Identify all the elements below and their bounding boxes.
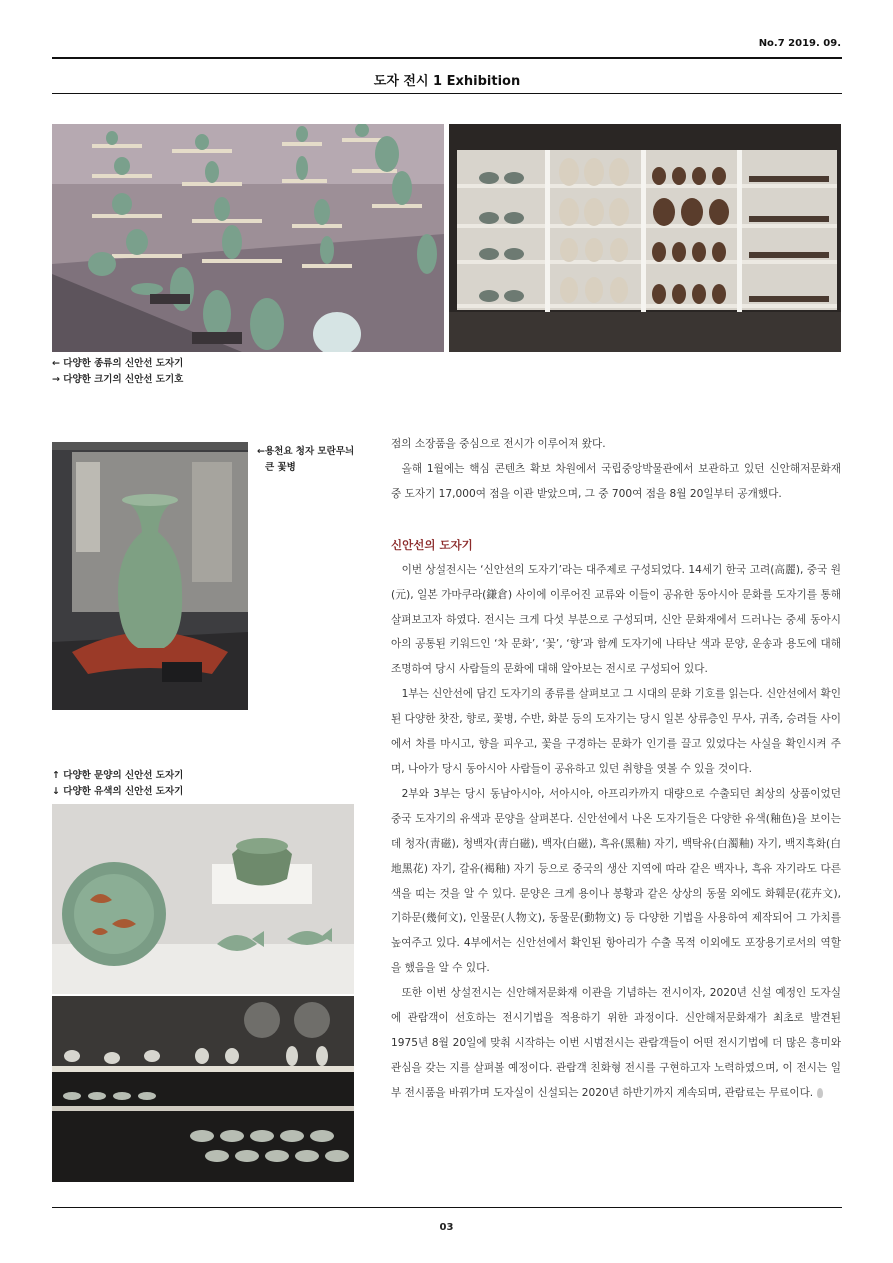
issue-label: No.7 2019. 09.	[758, 38, 841, 49]
caption-vase-2: 큰 꽃병	[265, 462, 296, 473]
article-paragraph: 1부는 신안선에 담긴 도자기의 종류를 살펴보고 그 시대의 문화 기호를 읽는다. 신안선에서 확인된 다양한 찻잔, 향로, 꽃병, 수반, 화분 등의 도자기는 당시 일본 상류층인 무사, 귀족, 승려들 사이에서 차를 마시고, 향을 피우고, 꽃을 구경하는 문화가 인기를 끌고 있었다는 사실을 확인시켜 주며, 나아가 당시 동아시아 사람들이 공유하고 있던 취향을 엿볼 수 있을 것이다.	[391, 688, 841, 775]
caption-mid-1: ↑ 다양한 문양의 신안선 도자기	[52, 770, 184, 781]
photo-patterned-celadon	[52, 804, 354, 994]
photo-glaze-varieties	[52, 996, 354, 1182]
article-paragraph: 또한 이번 상설전시는 신안해저문화재 이관을 기념하는 전시이자, 2020년 신설 예정인 도자실에 관람객이 선호하는 전시기법을 적용하기 위한 과정이다. 신안해저문화재가 최초로 발견된 1975년 8월 20일에 맞춰 시작하는 이번 시범전시는 관람객들이 어떤 전시기법에 더 많은 흥미와 관심을 갖는 지를 살펴볼 예정이다. 관람객 친화형 전시를 구현하고자 노력하였으며, 이 전시는 일부 전시품을 바꿔가며 도자실이 신설되는 2020년 하반기까지 계속되며, 관람료는 무료이다.	[391, 987, 841, 1099]
leaf-icon	[817, 1088, 823, 1098]
article-paragraph: 올해 1월에는 핵심 콘텐츠 확보 차원에서 국립중앙박물관에서 보관하고 있던 신안해저문화재 중 도자기 17,000여 점을 이관 받았으며, 그 중 700여 점을 8월 20일부터 공개했다.	[391, 462, 841, 500]
article-body	[391, 432, 841, 1106]
page-number: 03	[439, 1222, 454, 1233]
article-heading: 신안선의 도자기	[391, 537, 473, 552]
caption-mid-2: ↓ 다양한 유색의 신안선 도자기	[52, 786, 184, 797]
photo-celadon-wall-shelves	[52, 124, 444, 352]
caption-top-1: ← 다양한 종류의 신안선 도자기	[52, 358, 184, 369]
footer-rule	[52, 1207, 842, 1208]
section-title: 도자 전시 1 Exhibition	[373, 74, 521, 89]
caption-vase-1: ←용천요 청자 모란무늬	[257, 446, 355, 457]
title-rule	[52, 93, 842, 94]
photo-jar-shelving	[449, 124, 841, 352]
article-paragraph: 이번 상설전시는 ‘신안선의 도자기’라는 대주제로 구성되었다. 14세기 한국 고려(高麗), 중국 원(元), 일본 가마쿠라(鎌倉) 사이에 이루어진 교류와 이들이 공유한 동아시아 문화를 도자기를 통해 살펴보고자 하였다. 전시는 크게 다섯 부분으로 구성되며, 신안 문화재에서 드러나는 중세 동아시아의 공통된 키워드인 ‘차 문화’, ‘꽃’, ‘향’과 함께 도자기에 나타난 색과 문양, 운송과 용도에 대해 조명하여 당시 사람들의 문화에 대해 알아보는 전시로 구성되어 있다.	[391, 563, 841, 676]
photo-celadon-vase	[52, 442, 248, 710]
article-paragraph: 점의 소장품을 중심으로 전시가 이루어져 왔다.	[391, 438, 606, 450]
header-rule	[52, 57, 842, 59]
caption-top-2: → 다양한 크기의 신안선 도기호	[52, 374, 184, 385]
article-paragraph: 2부와 3부는 당시 동남아시아, 서아시아, 아프리카까지 대량으로 수출되던 최상의 상품이었던 중국 도자기의 유색과 문양을 살펴본다. 신안선에서 나온 도자기들은 다양한 유색(釉色)을 보이는데 청자(靑磁), 청백자(靑白磁), 백자(白磁), 흑유(黑釉) 자기, 백탁유(白濁釉) 자기, 백지흑화(白地黑花) 자기, 갈유(褐釉) 자기 등으로 중국의 생산 지역에 따라 같은 백자나, 흑유 자기라도 다른 색을 띠는 것을 알 수 있다. 문양은 크게 용이나 봉황과 같은 상상의 동물 외에도 화훼문(花卉文), 기하문(幾何文), 인물문(人物文), 동물문(動物文) 등 다양한 기법을 사용하여 제작되어 그 가치를 높여주고 있다. 4부에서는 신안선에서 확인된 항아리가 수출 목적 이외에도 포장용기로서의 역할을 했음을 알 수 있다.	[391, 787, 841, 975]
